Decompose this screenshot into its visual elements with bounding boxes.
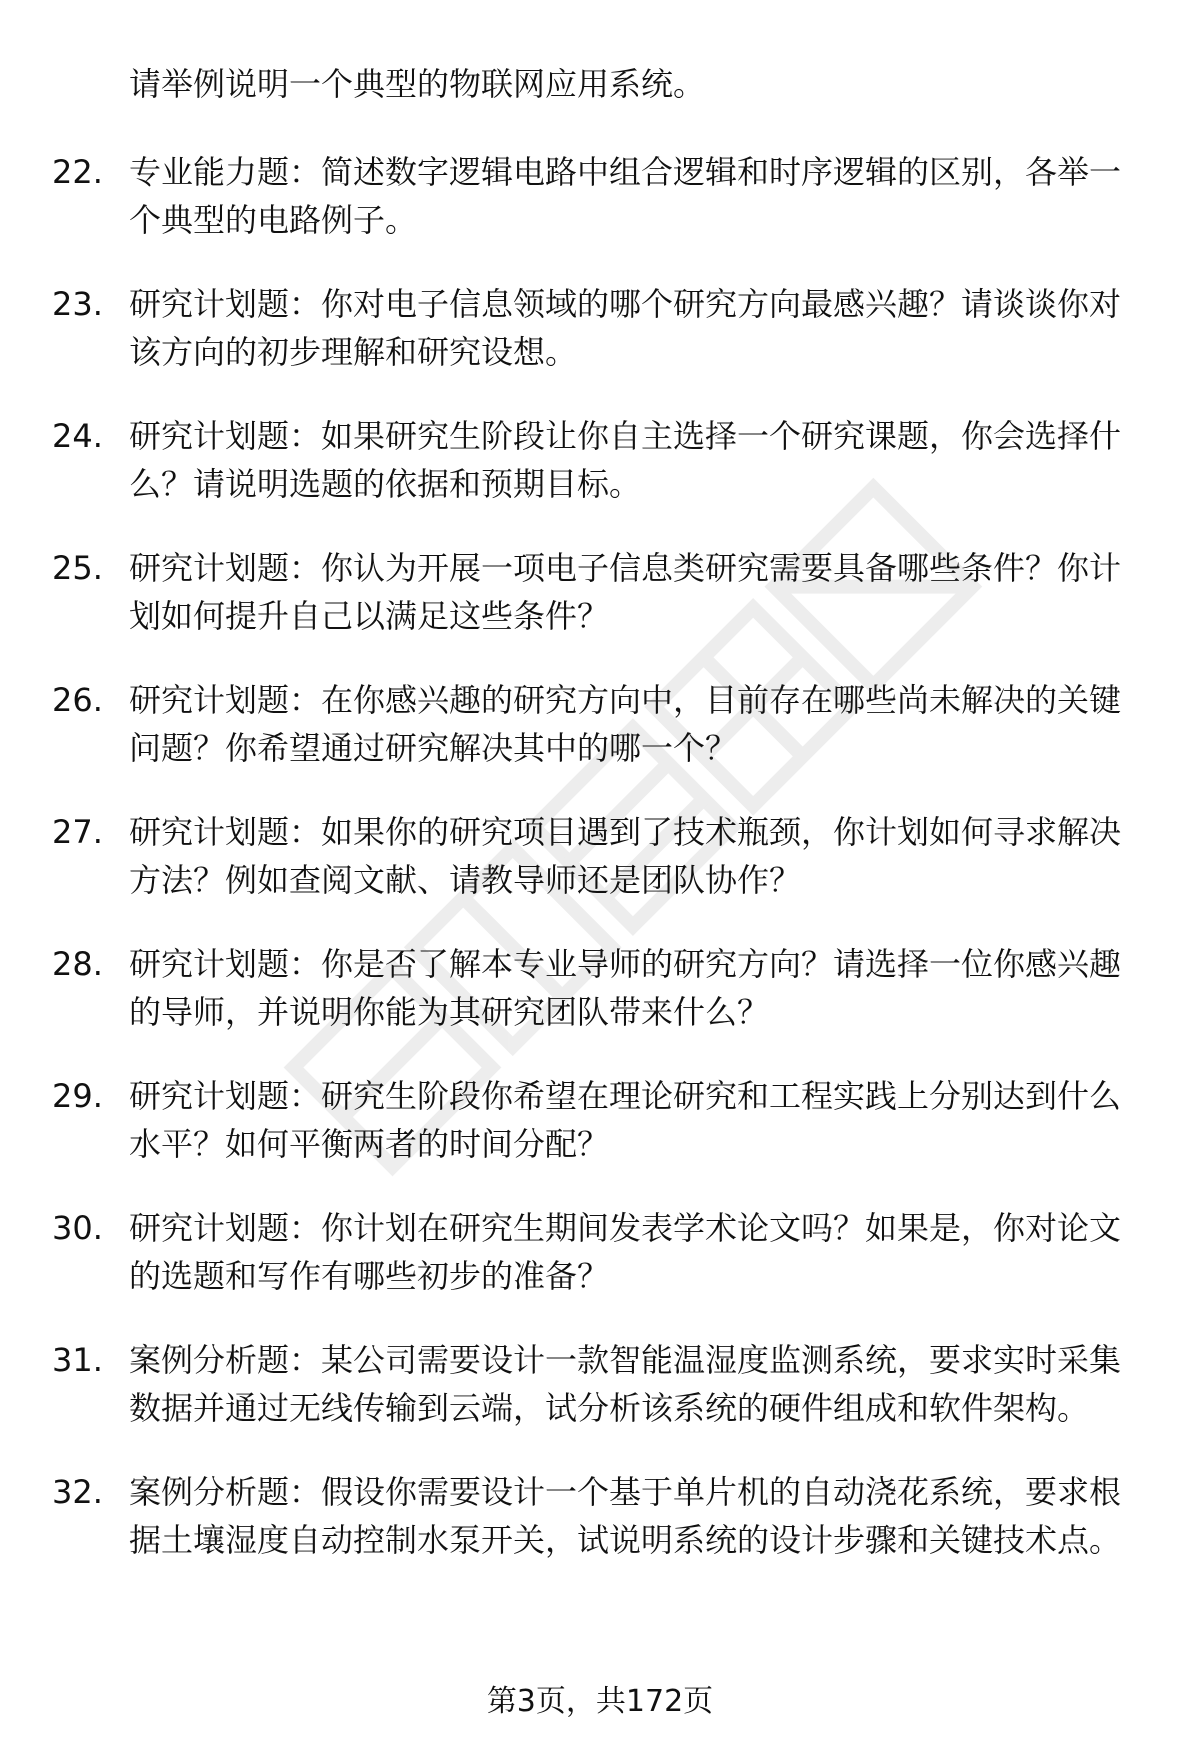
question-number: 30. xyxy=(52,1209,103,1247)
question-text: 研究计划题：如果你的研究项目遇到了技术瓶颈，你计划如何寻求解决方法？例如查阅文献、请教导师还是团队协作？ xyxy=(129,813,1122,899)
question-number: 24. xyxy=(52,417,103,455)
question-number: 25. xyxy=(52,549,103,587)
question-number: 29. xyxy=(52,1077,103,1115)
question-text: 研究计划题：研究生阶段你希望在理论研究和工程实践上分别达到什么水平？如何平衡两者的时间分配？ xyxy=(129,1077,1122,1163)
question-item-22 xyxy=(0,148,1200,244)
question-number: 23. xyxy=(52,285,103,323)
question-number: 22. xyxy=(52,153,103,191)
question-number: 26. xyxy=(52,681,103,719)
question-item-25 xyxy=(0,544,1200,640)
question-text: 研究计划题：在你感兴趣的研究方向中，目前存在哪些尚未解决的关键问题？你希望通过研究解决其中的哪一个？ xyxy=(129,681,1122,767)
question-item-26 xyxy=(0,676,1200,772)
question-number: 28. xyxy=(52,945,103,983)
continued-question-text: 请举例说明一个典型的物联网应用系统。 xyxy=(129,65,706,103)
question-text: 专业能力题：简述数字逻辑电路中组合逻辑和时序逻辑的区别，各举一个典型的电路例子。 xyxy=(129,153,1122,239)
question-text: 案例分析题：某公司需要设计一款智能温湿度监测系统，要求实时采集数据并通过无线传输到云端，试分析该系统的硬件组成和软件架构。 xyxy=(129,1341,1122,1427)
question-item-32 xyxy=(0,1468,1200,1564)
question-text: 研究计划题：你认为开展一项电子信息类研究需要具备哪些条件？你计划如何提升自己以满足这些条件？ xyxy=(129,549,1122,635)
question-item-27 xyxy=(0,808,1200,904)
question-item-30 xyxy=(0,1204,1200,1300)
question-text: 研究计划题：你对电子信息领域的哪个研究方向最感兴趣？请谈谈你对该方向的初步理解和研究设想。 xyxy=(129,285,1122,371)
page-number-footer: 第3页，共172页 xyxy=(486,1684,714,1719)
question-text: 研究计划题：如果研究生阶段让你自主选择一个研究课题，你会选择什么？请说明选题的依据和预期目标。 xyxy=(129,417,1122,503)
question-list xyxy=(0,148,1200,1600)
question-item-23 xyxy=(0,280,1200,376)
question-item-29 xyxy=(0,1072,1200,1168)
question-item-31 xyxy=(0,1336,1200,1432)
question-number: 31. xyxy=(52,1341,103,1379)
question-number: 27. xyxy=(52,813,103,851)
question-text: 研究计划题：你计划在研究生期间发表学术论文吗？如果是，你对论文的选题和写作有哪些初步的准备？ xyxy=(129,1209,1122,1295)
question-number: 32. xyxy=(52,1473,103,1511)
question-item-28 xyxy=(0,940,1200,1036)
question-text: 研究计划题：你是否了解本专业导师的研究方向？请选择一位你感兴趣的导师，并说明你能为其研究团队带来什么？ xyxy=(129,945,1122,1031)
question-item-24 xyxy=(0,412,1200,508)
question-text: 案例分析题：假设你需要设计一个基于单片机的自动浇花系统，要求根据土壤湿度自动控制水泵开关，试说明系统的设计步骤和关键技术点。 xyxy=(129,1473,1122,1559)
